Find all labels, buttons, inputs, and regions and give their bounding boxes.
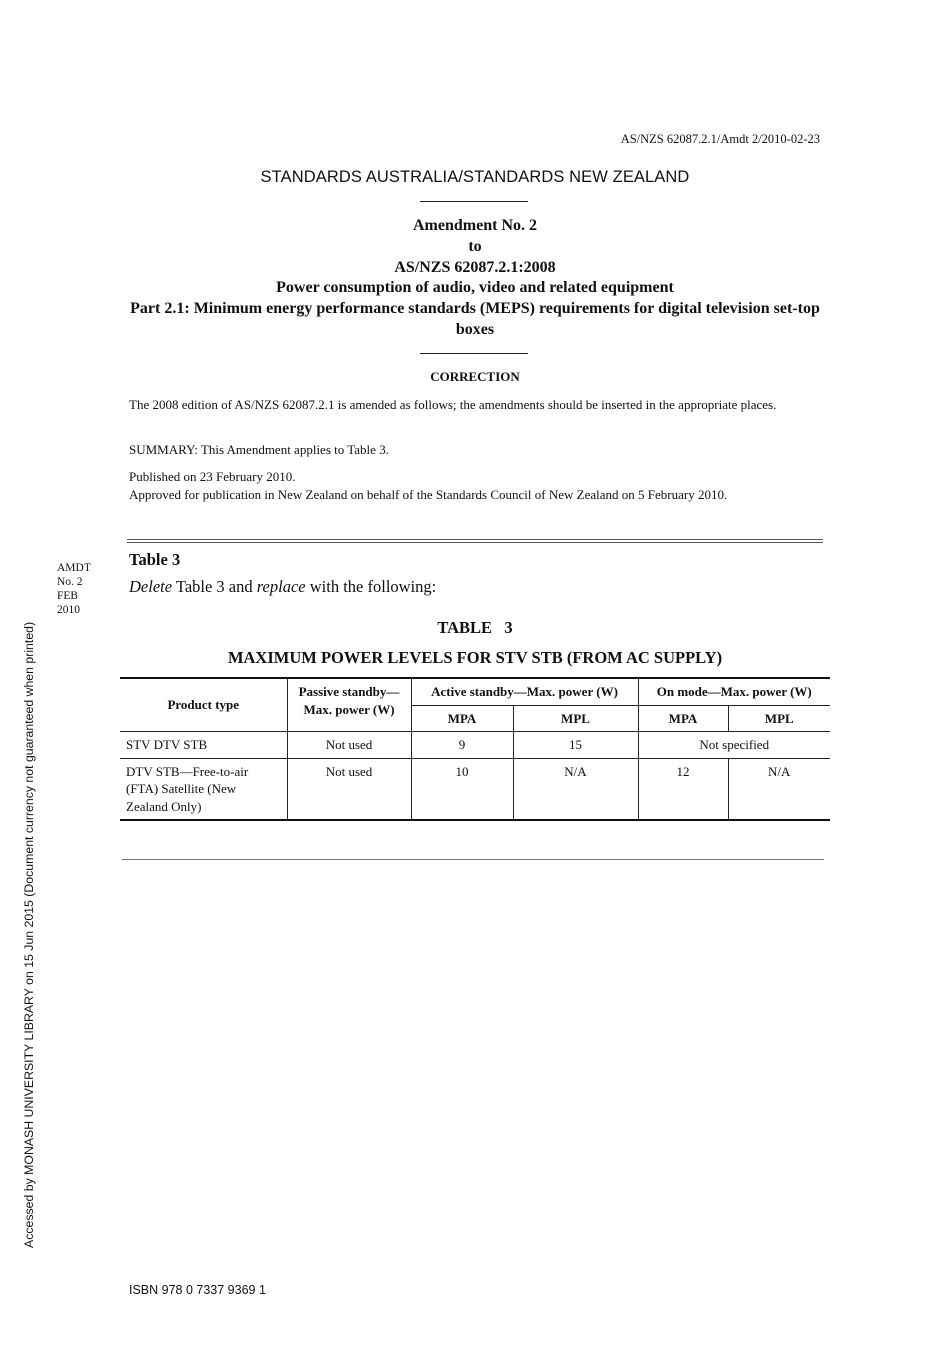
table-label: TABLE 3	[437, 618, 513, 637]
cell-product: STV DTV STB	[120, 732, 287, 759]
amendment-instruction: Delete Table 3 and replace with the following:	[129, 577, 437, 596]
header-on-mpl: MPL	[728, 705, 830, 732]
cell-passive: Not used	[287, 732, 411, 759]
header-product-type: Product type	[120, 678, 287, 732]
cell-on-mpa: 12	[638, 758, 728, 820]
title-standard: AS/NZS 62087.2.1:2008	[394, 258, 556, 276]
intro-paragraph: The 2008 edition of AS/NZS 62087.2.1 is amended as follows; the amendments should be inserted in the appropriate places.	[129, 397, 777, 412]
header-active-mpl: MPL	[513, 705, 638, 732]
cell-active-mpl: 15	[513, 732, 638, 759]
published-date: Published on 23 February 2010.	[129, 469, 296, 484]
section-divider	[127, 539, 823, 543]
header-active-mpa: MPA	[411, 705, 513, 732]
amendment-margin-note: AMDT No. 2 FEB 2010	[57, 562, 91, 616]
correction-heading: CORRECTION	[430, 369, 520, 384]
access-notice: Accessed by MONASH UNIVERSITY LIBRARY on 15 Jun 2015 (Document currency not guaranteed when printed)	[22, 621, 36, 1248]
cell-on-mode: Not specified	[638, 732, 830, 759]
header-on-mpa: MPA	[638, 705, 728, 732]
cell-passive: Not used	[287, 758, 411, 820]
cell-on-mpl: N/A	[728, 758, 830, 820]
document-reference: AS/NZS 62087.2.1/Amdt 2/2010-02-23	[620, 132, 820, 146]
header-passive-standby: Passive standby—Max. power (W)	[287, 678, 411, 732]
section-end-divider	[122, 859, 824, 860]
table-caption: MAXIMUM POWER LEVELS FOR STV STB (FROM AC SUPPLY)	[227, 648, 723, 667]
section-heading: Table 3	[129, 550, 181, 569]
document-title	[120, 216, 830, 341]
summary-paragraph: SUMMARY: This Amendment applies to Table 3.	[129, 442, 389, 457]
divider	[420, 353, 528, 354]
header-active-standby: Active standby—Max. power (W)	[411, 678, 638, 705]
organization-name: STANDARDS AUSTRALIA/STANDARDS NEW ZEALAND	[260, 168, 690, 186]
table-row	[120, 758, 830, 820]
title-subject: Power consumption of audio, video and related equipment	[276, 279, 674, 297]
cell-active-mpa: 9	[411, 732, 513, 759]
cell-active-mpl: N/A	[513, 758, 638, 820]
title-to: to	[468, 237, 482, 255]
cell-product: DTV STB—Free-to-air (FTA) Satellite (New Zealand Only)	[120, 758, 287, 820]
table-row	[120, 732, 830, 759]
approval-note: Approved for publication in New Zealand on behalf of the Standards Council of New Zealand on 5 February 2010.	[129, 487, 728, 502]
title-amendment: Amendment No. 2	[413, 217, 537, 234]
divider	[420, 201, 528, 202]
header-on-mode: On mode—Max. power (W)	[638, 678, 830, 705]
isbn: ISBN 978 0 7337 9369 1	[129, 1283, 266, 1297]
power-levels-table	[120, 677, 830, 821]
table-header-row	[120, 678, 830, 705]
cell-active-mpa: 10	[411, 758, 513, 820]
title-part: Part 2.1: Minimum energy performance standards (MEPS) requirements for digital television set-top boxes	[130, 300, 820, 338]
